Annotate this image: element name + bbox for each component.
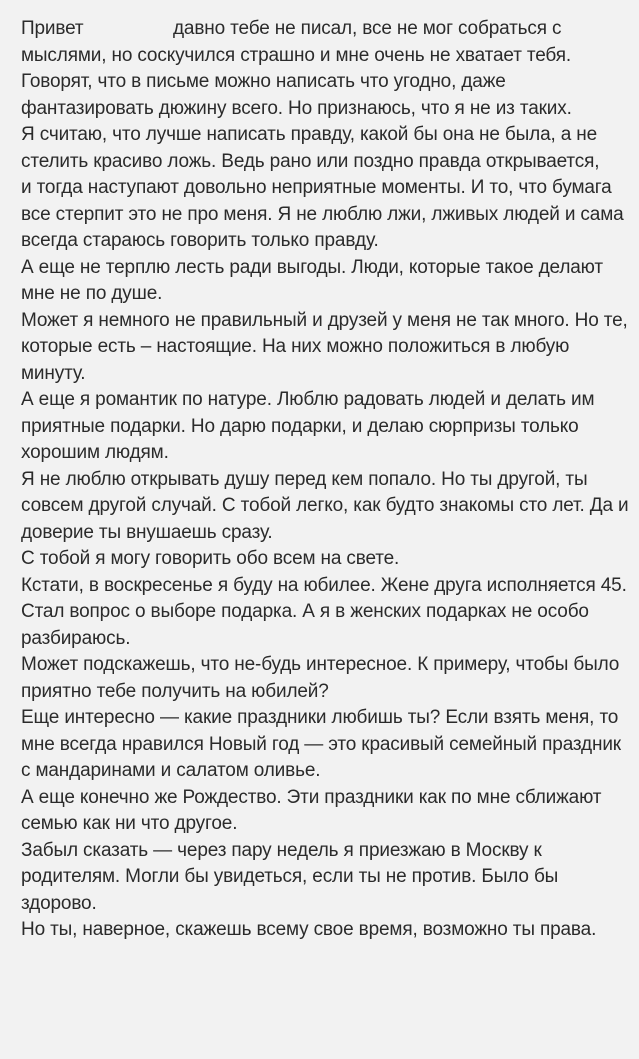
letter-paragraph: А еще я романтик по натуре. Люблю радовать людей и делать им приятные подарки. Но дарю подарки, и делаю сюрпризы только хорошим людям. <box>21 389 595 463</box>
letter-paragraph: и тогда наступают довольно неприятные моменты. И то, что бумага все стерпит это не про меня. Я не люблю лжи, лживых людей и сама всегда стараюсь говорить только правду. <box>21 177 624 251</box>
letter-paragraph: Я не люблю открывать душу перед кем попало. Но ты другой, ты совсем другой случай. С тобой легко, как будто знакомы сто лет. Да и доверие ты внушаешь сразу. <box>21 468 629 543</box>
letter-paragraph: Кстати, в воскресенье я буду на юбилее. Жене друга исполняется 45. Стал вопрос о выборе подарка. А я в женских подарках не особо разбираюсь. <box>21 574 627 649</box>
letter-paragraph: Я считаю, что лучше написать правду, какой бы она не была, а не стелить красиво ложь. Ведь рано или поздно правда открывается, <box>21 124 600 172</box>
letter-paragraph-text: давно тебе не писал, все не мог собраться с мыслями, но соскучился страшно и мне очень не хватает тебя. <box>21 18 571 66</box>
letter-paragraph: Может подскажешь, что не-будь интересное. К примеру, чтобы было приятно тебе получить на юбилей? <box>21 654 620 702</box>
letter-paragraph: А еще конечно же Рождество. Эти праздники как по мне сближают семью как ни что другое. <box>21 786 602 834</box>
letter-paragraph-greeting <box>21 16 633 69</box>
greeting-word: Привет <box>21 18 84 39</box>
letter-paragraph: Забыл сказать — через пару недель я приезжаю в Москву к родителям. Могли бы увидеться, если ты не против. Было бы здорово. <box>21 839 559 914</box>
letter-paragraph: Может я немного не правильный и друзей у меня не так много. Но те, которые есть – настоящие. На них можно положиться в любую минуту. <box>21 309 628 384</box>
letter-paragraph: А еще не терплю лесть ради выгоды. Люди, которые такое делают мне не по душе. <box>21 256 603 304</box>
letter-paragraph: Еще интересно — какие праздники любишь ты? Если взять меня, то мне всегда нравился Новый год — это красивый семейный праздник с мандаринами и салатом оливье. <box>21 707 621 781</box>
letter-body <box>21 16 633 944</box>
letter-paragraph: Но ты, наверное, скажешь всему свое время, возможно ты права. <box>21 919 597 940</box>
letter-paragraph: С тобой я могу говорить обо всем на свете. <box>21 548 400 569</box>
letter-paragraph: Говорят, что в письме можно написать что угодно, даже фантазировать дюжину всего. Но признаюсь, что я не из таких. <box>21 71 572 119</box>
